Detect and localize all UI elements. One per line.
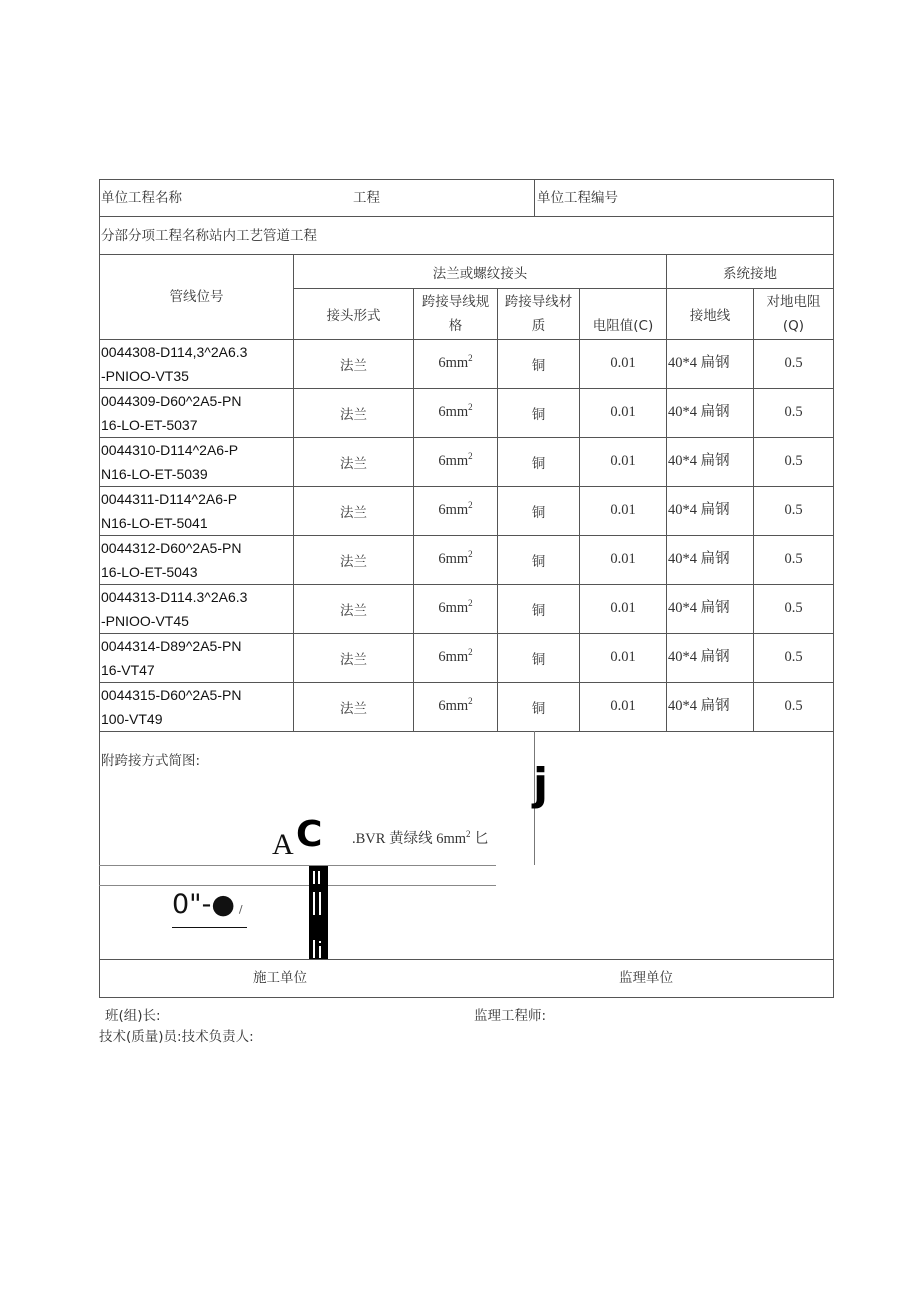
ground-resistance-value: 0.5: [784, 355, 803, 371]
wire-spec-value: 6mm: [438, 404, 469, 420]
col-group-grounding-text: 系统接地: [723, 265, 777, 282]
wire-spec-text: [438, 355, 472, 372]
ground-resistance-value: 0.5: [784, 698, 803, 714]
col-header-joint-type-text: 接头形式: [326, 308, 381, 324]
joint-type-cell: [294, 633, 413, 682]
wire-spec-sup: 2: [468, 647, 473, 657]
ground-wire-text: 40*4 扁钢: [668, 404, 730, 420]
pipeline-no-line2: 16-LO-ET-5043: [101, 564, 198, 580]
wire-material-text: 铜: [531, 553, 546, 570]
col-header-wire-material-line1: 跨接导线材: [504, 294, 573, 310]
ground-resistance-cell: [754, 633, 833, 682]
label-c: C: [296, 814, 323, 855]
table-border-bottom: [99, 997, 834, 998]
col-header-ground-wire: [667, 289, 753, 339]
ground-wire-text: 40*4 扁钢: [668, 355, 730, 371]
wire-spec-text: [438, 551, 472, 568]
joint-type-cell: [294, 584, 413, 633]
wire-spec-cell: [414, 437, 497, 486]
ground-wire-text: 40*4 扁钢: [668, 453, 730, 469]
table-row: [101, 389, 293, 437]
resistance-cell: [580, 339, 666, 388]
wire-material-cell: [498, 535, 579, 584]
ground-wire-cell: [668, 584, 730, 633]
col-header-ground-resistance: [754, 289, 833, 339]
joint-type-cell: [294, 388, 413, 437]
joint-type-text: 法兰: [340, 602, 367, 619]
col-header-pipeline-no: [100, 255, 293, 339]
pipeline-no-line2: N16-LO-ET-5041: [101, 515, 208, 531]
pipeline-no-line1: 0044308-D114,3^2A6.3: [101, 344, 248, 360]
unit-project-name-label: 单位工程名称: [101, 190, 182, 206]
unit-project-name-value: 工程: [353, 190, 380, 206]
joint-type-text: 法兰: [340, 504, 367, 521]
wire-spec-cell: [414, 486, 497, 535]
wire-spec-value: 6mm: [438, 453, 469, 469]
pipeline-no-line2: 100-VT49: [101, 711, 163, 727]
ground-resistance-value: 0.5: [784, 502, 803, 518]
pipeline-no-line1: 0044313-D114.3^2A6.3: [101, 589, 248, 605]
wire-spec-text: [438, 698, 472, 715]
pipeline-no-line1: 0044312-D60^2A5-PN: [101, 540, 242, 556]
ground-resistance-cell: [754, 388, 833, 437]
wire-spec-cell: [414, 633, 497, 682]
col-header-wire-material: [498, 289, 579, 339]
wire-label-sup: 2: [466, 829, 471, 839]
pipeline-no-line2: N16-LO-ET-5039: [101, 466, 208, 482]
ground-symbol-label: [172, 888, 247, 928]
pipeline-no-line1: 0044315-D60^2A5-PN: [101, 687, 242, 703]
ground-resistance-cell: [754, 535, 833, 584]
flange-bar: [309, 866, 328, 959]
wire-spec-sup: 2: [468, 598, 473, 608]
wire-spec-value: 6mm: [438, 355, 469, 371]
row-divider: [99, 959, 834, 960]
col-header-wire-spec: [414, 289, 497, 339]
col-header-ground-resistance-line1: 对地电阻: [766, 294, 821, 310]
table-row: [101, 683, 293, 731]
pipeline-no-line2: 16-LO-ET-5037: [101, 417, 198, 433]
wire-label: [352, 829, 489, 849]
wire-spec-value: 6mm: [438, 600, 469, 616]
resistance-value: 0.01: [610, 698, 636, 714]
wire-material-cell: [498, 486, 579, 535]
joint-type-text: 法兰: [340, 553, 367, 570]
ground-resistance-cell: [754, 682, 833, 731]
joint-type-text: 法兰: [340, 357, 367, 374]
resistance-value: 0.01: [610, 600, 636, 616]
col-header-pipeline-no-text: 管线位号: [169, 289, 224, 305]
wire-spec-cell: [414, 682, 497, 731]
joint-type-cell: [294, 535, 413, 584]
wire-material-cell: [498, 437, 579, 486]
wire-spec-cell: [414, 388, 497, 437]
ground-resistance-value: 0.5: [784, 404, 803, 420]
resistance-cell: [580, 682, 666, 731]
col-header-wire-spec-line1: 跨接导线规: [421, 294, 490, 310]
table-row: [101, 487, 293, 535]
wire-material-cell: [498, 682, 579, 731]
wire-material-text: 铜: [531, 357, 546, 374]
pipeline-no-line2: 16-VT47: [101, 662, 155, 678]
wire-spec-sup: 2: [468, 500, 473, 510]
ground-wire-cell: [668, 388, 730, 437]
wire-spec-cell: [414, 535, 497, 584]
pipeline-no-line1: 0044314-D89^2A5-PN: [101, 638, 242, 654]
ground-wire-text: 40*4 扁钢: [668, 551, 730, 567]
wire-spec-cell: [414, 339, 497, 388]
wire-spec-value: 6mm: [438, 551, 469, 567]
wire-material-text: 铜: [531, 455, 546, 472]
supervision-unit-label: 监理单位: [619, 970, 673, 986]
row-divider: [99, 216, 834, 217]
ground-wire-cell: [668, 339, 730, 388]
ground-resistance-value: 0.5: [784, 551, 803, 567]
ground-symbol-text: 0"-●: [172, 889, 235, 920]
wire-spec-text: [438, 404, 472, 421]
ground-resistance-cell: [754, 486, 833, 535]
wire-material-cell: [498, 584, 579, 633]
resistance-value: 0.01: [610, 453, 636, 469]
ground-wire-text: 40*4 扁钢: [668, 600, 730, 616]
glyph-j: j: [533, 759, 549, 810]
col-divider: [534, 179, 535, 216]
table-row: [101, 340, 293, 388]
ground-wire-cell: [668, 437, 730, 486]
wire-spec-sup: 2: [468, 402, 473, 412]
col-header-joint-type: [294, 289, 413, 339]
construction-unit-label: 施工单位: [253, 970, 307, 986]
ground-resistance-value: 0.5: [784, 453, 803, 469]
resistance-cell: [580, 633, 666, 682]
joint-type-cell: [294, 437, 413, 486]
col-group-flange: [294, 255, 666, 288]
col-header-ground-resistance-line2: (Q): [782, 318, 805, 334]
col-header-wire-material-line2: 质: [531, 318, 546, 334]
ground-wire-cell: [668, 633, 730, 682]
wire-label-suffix: 匕: [470, 831, 489, 847]
wire-material-text: 铜: [531, 504, 546, 521]
supervising-engineer-label: 监理工程师:: [474, 1008, 547, 1024]
wire-spec-value: 6mm: [438, 698, 469, 714]
wire-spec-text: [438, 649, 472, 666]
team-leader-label: 班(组)长:: [105, 1008, 161, 1024]
resistance-cell: [580, 584, 666, 633]
pipe-line-bottom: [99, 885, 496, 886]
wire-label-text: .BVR 黄绿线 6mm: [352, 831, 466, 847]
resistance-cell: [580, 388, 666, 437]
pipe-line-top: [99, 865, 496, 866]
col-group-grounding: [667, 255, 833, 288]
table-border-top: [99, 179, 834, 180]
sub-project-label: 分部分项工程名称站内工艺管道工程: [101, 228, 317, 244]
resistance-cell: [580, 535, 666, 584]
pipeline-no-line1: 0044309-D60^2A5-PN: [101, 393, 242, 409]
joint-type-cell: [294, 339, 413, 388]
pipeline-no-line2: -PNIOO-VT45: [101, 613, 189, 629]
diagram-title: 附跨接方式简图:: [101, 753, 201, 769]
joint-type-text: 法兰: [340, 651, 367, 668]
wire-material-text: 铜: [531, 602, 546, 619]
ground-wire-text: 40*4 扁钢: [668, 649, 730, 665]
pipeline-no-line2: -PNIOO-VT35: [101, 368, 189, 384]
resistance-value: 0.01: [610, 404, 636, 420]
wire-spec-cell: [414, 584, 497, 633]
resistance-value: 0.01: [610, 551, 636, 567]
table-row: [101, 438, 293, 486]
table-row: [101, 536, 293, 584]
ground-symbol-tail: /: [238, 903, 243, 916]
table-border-right: [833, 179, 834, 997]
wire-spec-text: [438, 502, 472, 519]
resistance-cell: [580, 437, 666, 486]
ground-wire-cell: [668, 535, 730, 584]
wire-spec-value: 6mm: [438, 649, 469, 665]
col-group-flange-text: 法兰或螺纹接头: [432, 265, 528, 282]
wire-spec-text: [438, 600, 472, 617]
ground-resistance-cell: [754, 437, 833, 486]
joint-type-text: 法兰: [340, 455, 367, 472]
wire-material-cell: [498, 388, 579, 437]
joint-type-cell: [294, 682, 413, 731]
wire-spec-value: 6mm: [438, 502, 469, 518]
joint-type-cell: [294, 486, 413, 535]
wire-spec-sup: 2: [468, 696, 473, 706]
joint-type-text: 法兰: [340, 406, 367, 423]
label-a: A: [272, 828, 294, 861]
wire-spec-sup: 2: [468, 549, 473, 559]
joint-type-text: 法兰: [340, 700, 367, 717]
ground-wire-cell: [668, 682, 730, 731]
pipeline-no-line1: 0044310-D114^2A6-P: [101, 442, 239, 458]
table-row: [101, 634, 293, 682]
col-header-resistance: 电阻值(C): [592, 318, 654, 334]
ground-wire-text: 40*4 扁钢: [668, 698, 730, 714]
wire-spec-text: [438, 453, 472, 470]
unit-project-no-label: 单位工程编号: [537, 190, 618, 206]
resistance-value: 0.01: [610, 502, 636, 518]
resistance-value: 0.01: [610, 355, 636, 371]
wire-material-cell: [498, 633, 579, 682]
ground-resistance-cell: [754, 339, 833, 388]
ground-wire-cell: [668, 486, 730, 535]
row-divider: [99, 731, 834, 732]
pipeline-no-line1: 0044311-D114^2A6-P: [101, 491, 238, 507]
ground-resistance-value: 0.5: [784, 649, 803, 665]
wire-material-text: 铜: [531, 700, 546, 717]
table-row: [101, 585, 293, 633]
ground-resistance-value: 0.5: [784, 600, 803, 616]
wire-material-cell: [498, 339, 579, 388]
ground-resistance-cell: [754, 584, 833, 633]
wire-material-text: 铜: [531, 651, 546, 668]
col-header-ground-wire-text: 接地线: [689, 308, 731, 324]
resistance-value: 0.01: [610, 649, 636, 665]
col-header-wire-spec-line2: 格: [448, 318, 463, 334]
wire-spec-sup: 2: [468, 451, 473, 461]
tech-staff-label: 技术(质量)员:技术负责人:: [99, 1029, 254, 1045]
wire-material-text: 铜: [531, 406, 546, 423]
ground-wire-text: 40*4 扁钢: [668, 502, 730, 518]
wire-spec-sup: 2: [468, 353, 473, 363]
resistance-cell: [580, 486, 666, 535]
